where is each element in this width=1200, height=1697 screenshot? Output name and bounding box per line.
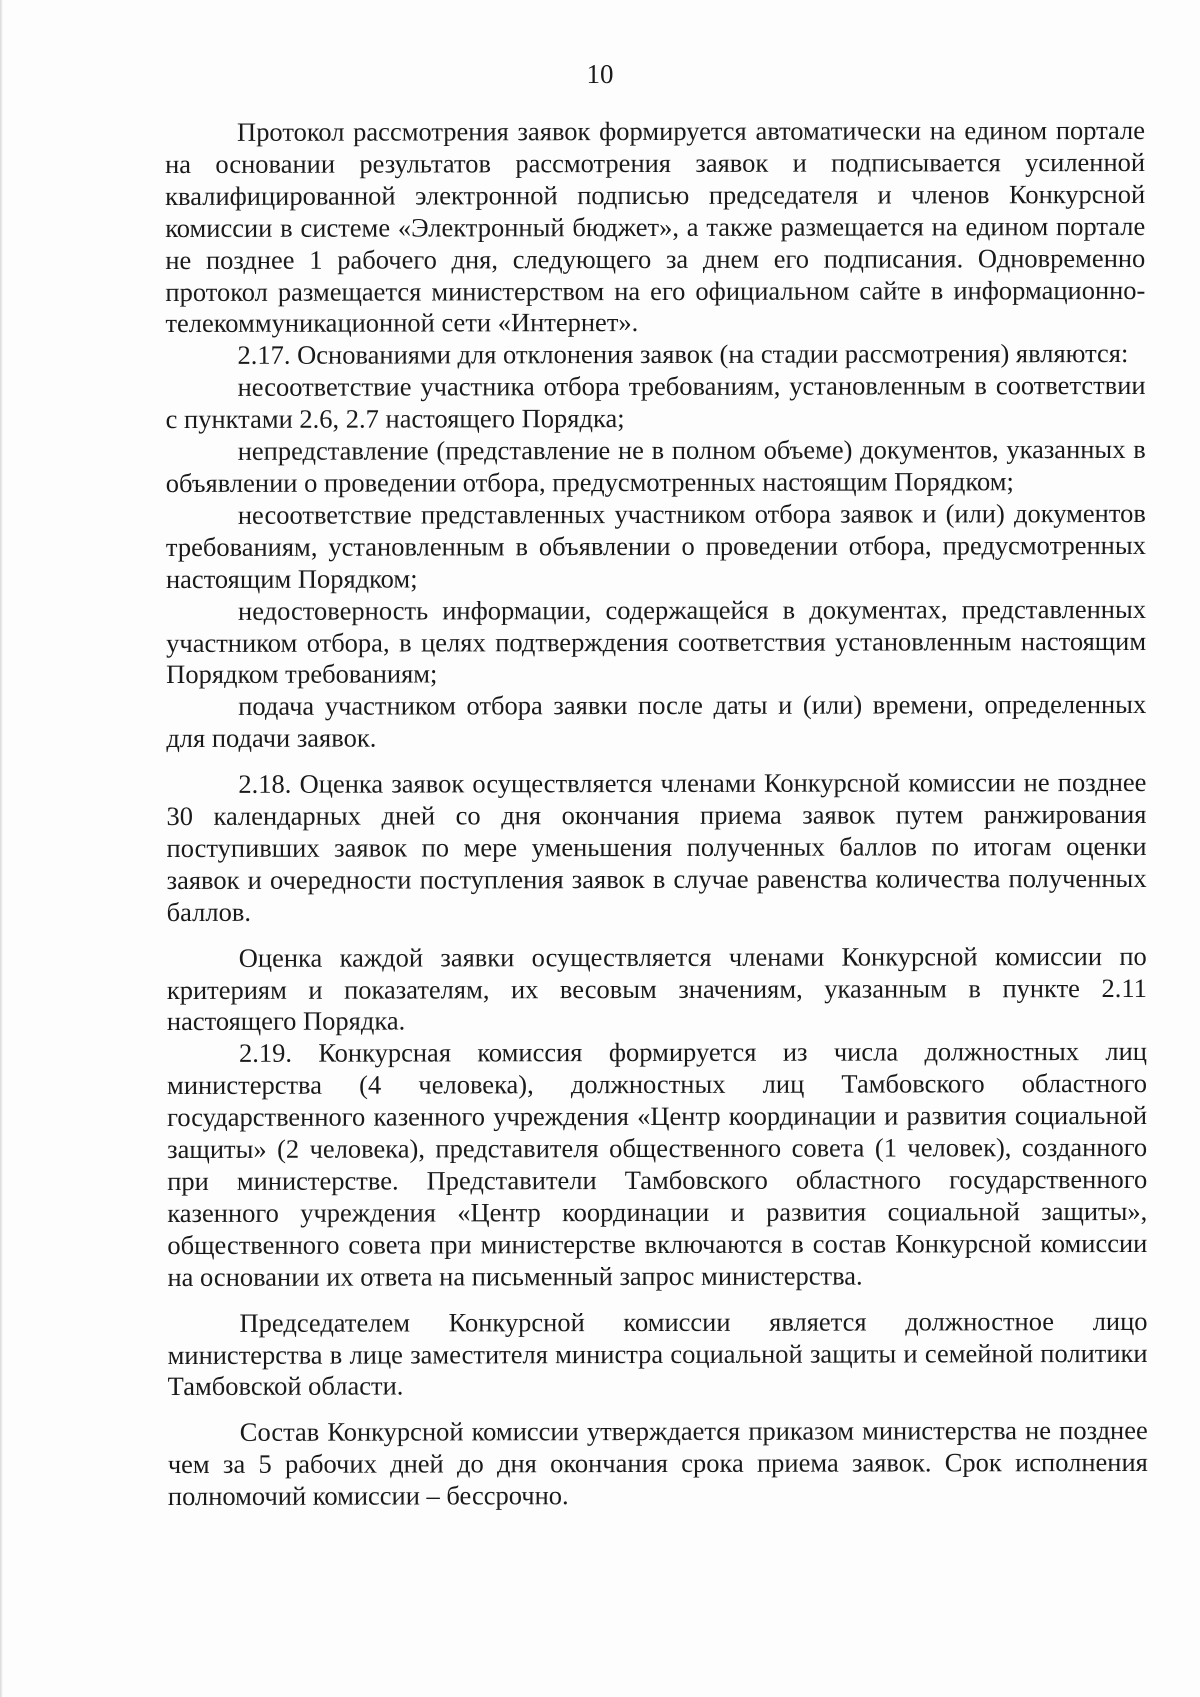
- scan-edge: [0, 0, 3, 1697]
- paragraph-evaluation: Оценка каждой заявки осуществляется членами Конкурсной комиссии по критериям и показателям, их весовым значениям, указанным в пункте 2.11 настоящего Порядка.: [166, 940, 1147, 1037]
- paragraph-2-17: 2.17. Основаниями для отклонения заявок (на стадии рассмотрения) являются:: [237, 338, 1129, 371]
- paragraph-rejection-reason-1: несоответствие участника отбора требованиям, установленным в соответствии с пунктами 2.6, 2.7 настоящего Порядка;: [165, 370, 1146, 435]
- paragraph-rejection-reason-2: непредставление (представление не в полном объеме) документов, указанных в объявлении о проведении отбора, предусмотренных настоящим Порядком;: [165, 434, 1146, 498]
- paragraph-2-19: 2.19. Конкурсная комиссия формируется из числа должностных лиц министерства (4 человека), должностных лиц Тамбовского областного государственного казенного учреждения «Центр координации и развития социальной защиты» (2 человека), представителя общественного совета (1 человек), созданного при министерстве. Представители Тамбовского областного государственного казенного учреждения «Центр координации и развития социальной защиты», общественного совета при министерстве включаются в состав Конкурсной комиссии на основании их ответа на письменный запрос министерства.: [166, 1036, 1148, 1292]
- paragraph-rejection-reason-4: недостоверность информации, содержащейся в документах, представленных участником отбора, в целях подтверждения соответствия установленным настоящим Порядком требованиям;: [166, 593, 1147, 690]
- paragraph-chairman: Председателем Конкурсной комиссии является должностное лицо министерства в лице заместителя министра социальной защиты и семейной политики Тамбовской области.: [167, 1305, 1148, 1402]
- paragraph-composition: Состав Конкурсной комиссии утверждается приказом министерства не позднее чем за 5 рабочих дней до дня окончания срока приема заявок. Срок исполнения полномочий комиссии – бессрочно.: [167, 1415, 1148, 1512]
- page-number: 10: [586, 59, 614, 89]
- paragraph-protocol: Протокол рассмотрения заявок формируется автоматически на едином портале на основании результатов рассмотрения заявок и подписывается усиленной квалифицированной электронной подписью председателя и членов Конкурсной комиссии в системе «Электронный бюджет», а также размещается на едином портале не позднее 1 рабочего дня, следующего за днем его подписания. Одновременно протокол размещается министерством на его официальном сайте в информационно-телекоммуникационной сети «Интернет».: [165, 114, 1146, 339]
- document-body: [165, 115, 1148, 1513]
- paragraph-2-18: 2.18. Оценка заявок осуществляется членами Конкурсной комиссии не позднее 30 календарных дней со дня окончания приема заявок путем ранжирования поступивших заявок по мере уменьшения полученных баллов по итогам оценки заявок и очередности поступления заявок в случае равенства количества полученных баллов.: [166, 767, 1147, 927]
- paragraph-rejection-reason-5: подача участником отбора заявки после даты и (или) времени, определенных для подачи заявок.: [166, 689, 1147, 754]
- paragraph-rejection-reason-3: несоответствие представленных участником отбора заявок и (или) документов требованиям, установленным в объявлении о проведении отбора, предусмотренных настоящим Порядком;: [165, 497, 1146, 594]
